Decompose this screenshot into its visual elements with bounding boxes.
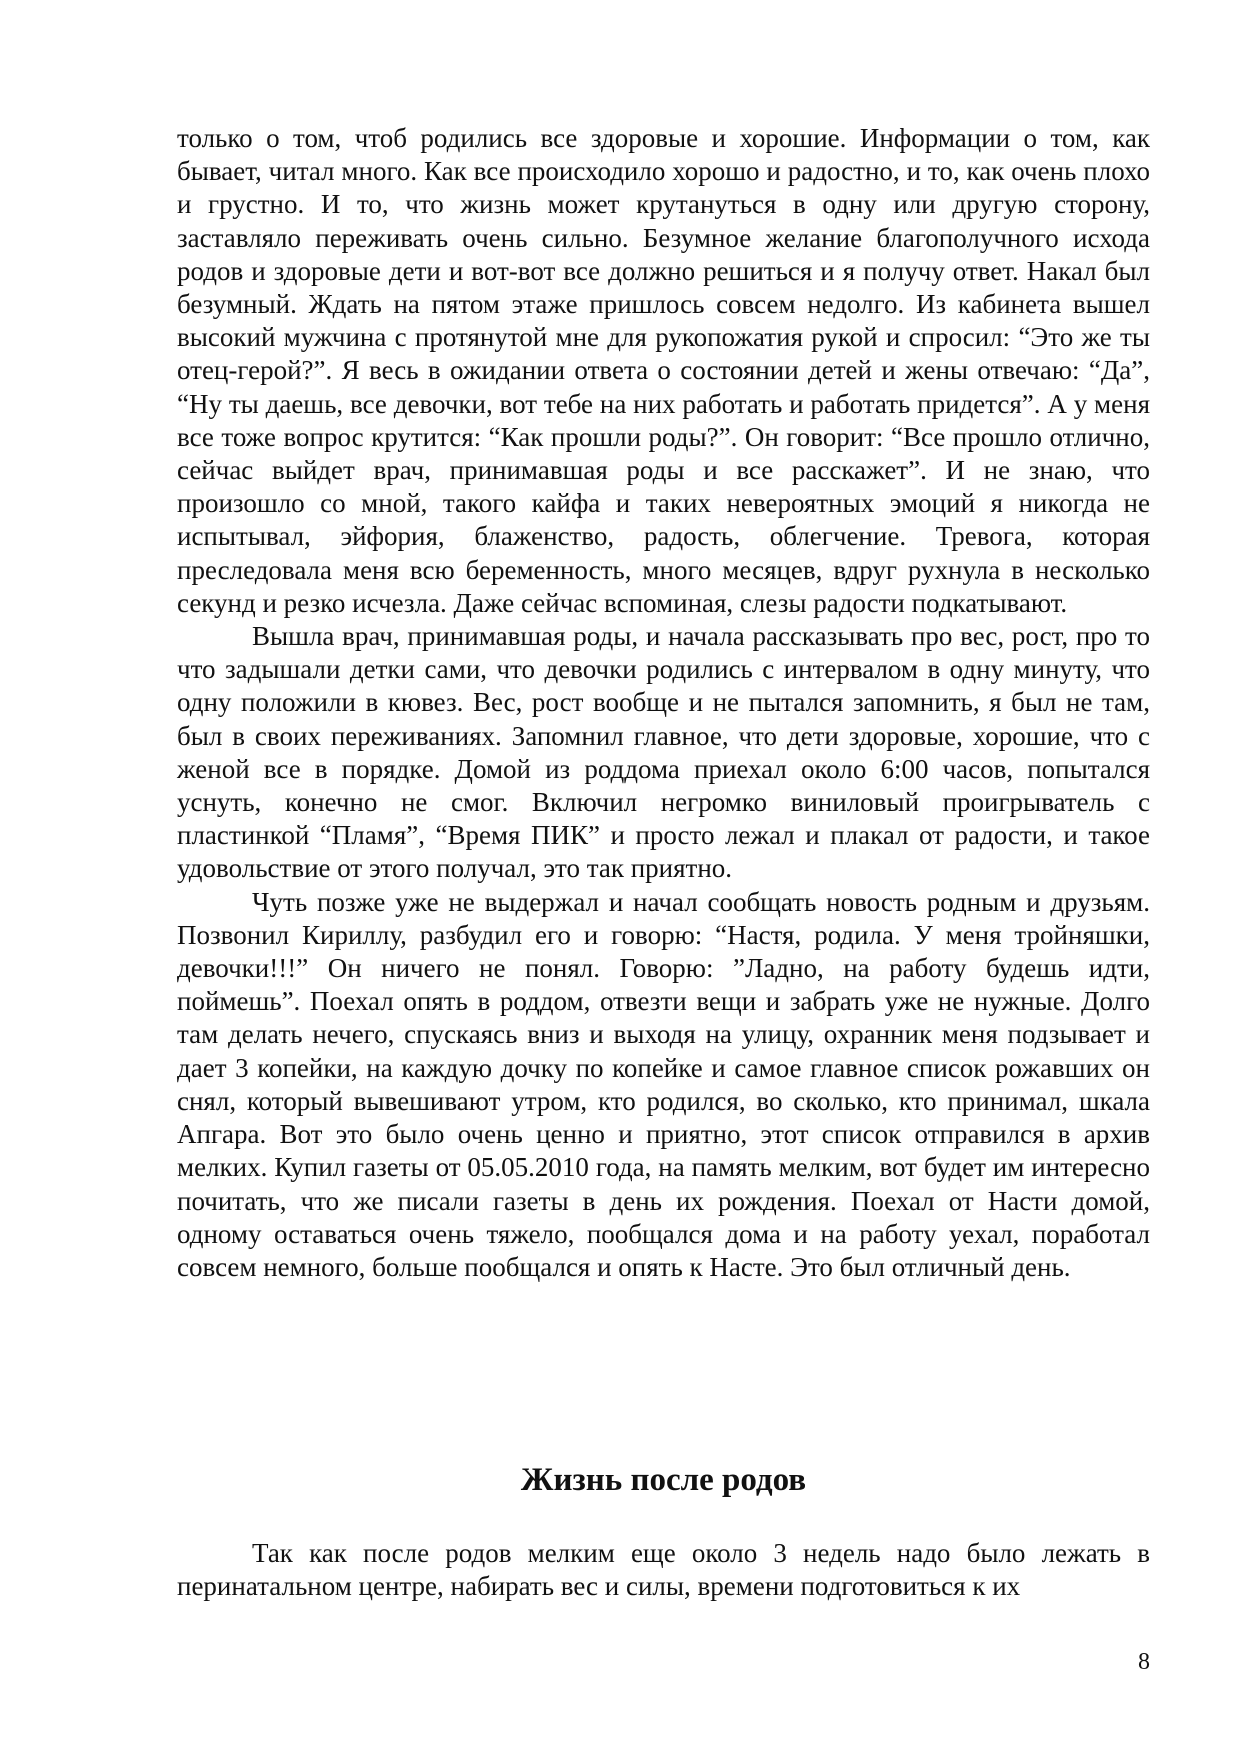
section-paragraph-1: Так как после родов мелким еще около 3 недель надо было лежать в перинатальном центре, набирать вес и силы, времени подготовиться к их (177, 1538, 1150, 1602)
paragraph-1: только о том, чтоб родились все здоровые и хорошие. Информации о том, как бывает, читал много. Как все происходило хорошо и радостно, и то, как очень плохо и грустно. И то, что жизнь может крутануться в одну или другую сторону, заставляло переживать очень сильно. Безумное желание благополучного исхода родов и здоровые дети и вот-вот все должно решиться и я получу ответ. Накал был безумный. Ждать на пятом этаже пришлось совсем недолго. Из кабинета вышел высокий мужчина с протянутой мне для рукопожатия рукой и спросил: “Это же ты отец-герой?”. Я весь в ожидании ответа о состоянии детей и жены отвечаю: “Да”, “Ну ты даешь, все девочки, вот тебе на них работать и работать придется”. А у меня все тоже вопрос крутится: “Как прошли роды?”. Он говорит: “Все прошло отлично, сейчас выйдет врач, принимавшая роды и все расскажет”. И не знаю, что произошло со мной, такого кайфа и таких невероятных эмоций я никогда не испытывал, эйфория, блаженство, радость, облегчение. Тревога, которая преследовала меня всю беременность, много месяцев, вдруг рухнула в несколько секунд и резко исчезла. Даже сейчас вспоминая, слезы радости подкатывают. (177, 123, 1150, 618)
paragraph-2: Вышла врач, принимавшая роды, и начала рассказывать про вес, рост, про то что задышали детки сами, что девочки родились с интервалом в одну минуту, что одну положили в кювез. Вес, рост вообще и не пытался запомнить, я был не там, был в своих переживаниях. Запомнил главное, что дети здоровые, хорошие, что с женой все в порядке. Домой из роддома приехал около 6:00 часов, попытался уснуть, конечно не смог. Включил негромко виниловый проигрыватель с пластинкой “Пламя”, “Время ПИК” и просто лежал и плакал от радости, и такое удовольствие от этого получал, это так приятно. (177, 621, 1150, 884)
section-body-text (177, 1537, 1150, 1603)
page-number: 8 (1138, 1649, 1150, 1675)
body-text (177, 122, 1150, 1284)
section-heading: Жизнь после родов (520, 1462, 807, 1498)
paragraph-3: Чуть позже уже не выдержал и начал сообщать новость родным и друзьям. Позвонил Кириллу, разбудил его и говорю: “Настя, родила. У меня тройняшки, девочки!!!” Он ничего не понял. Говорю: ”Ладно, на работу будешь идти, поймешь”. Поехал опять в роддом, отвезти вещи и забрать уже не нужные. Долго там делать нечего, спускаясь вниз и выходя на улицу, охранник меня подзывает и дает 3 копейки, на каждую дочку по копейке и самое главное список рожавших он снял, который вывешивают утром, кто родился, во сколько, кто принимал, шкала Апгара. Вот это было очень ценно и приятно, этот список отправился в архив мелких. Купил газеты от 05.05.2010 года, на память мелким, вот будет им интересно почитать, что же писали газеты в день их рождения. Поехал от Насти домой, одному оставаться очень тяжело, пообщался дома и на работу уехал, поработал совсем немного, больше пообщался и опять к Насте. Это был отличный день. (177, 886, 1150, 1282)
